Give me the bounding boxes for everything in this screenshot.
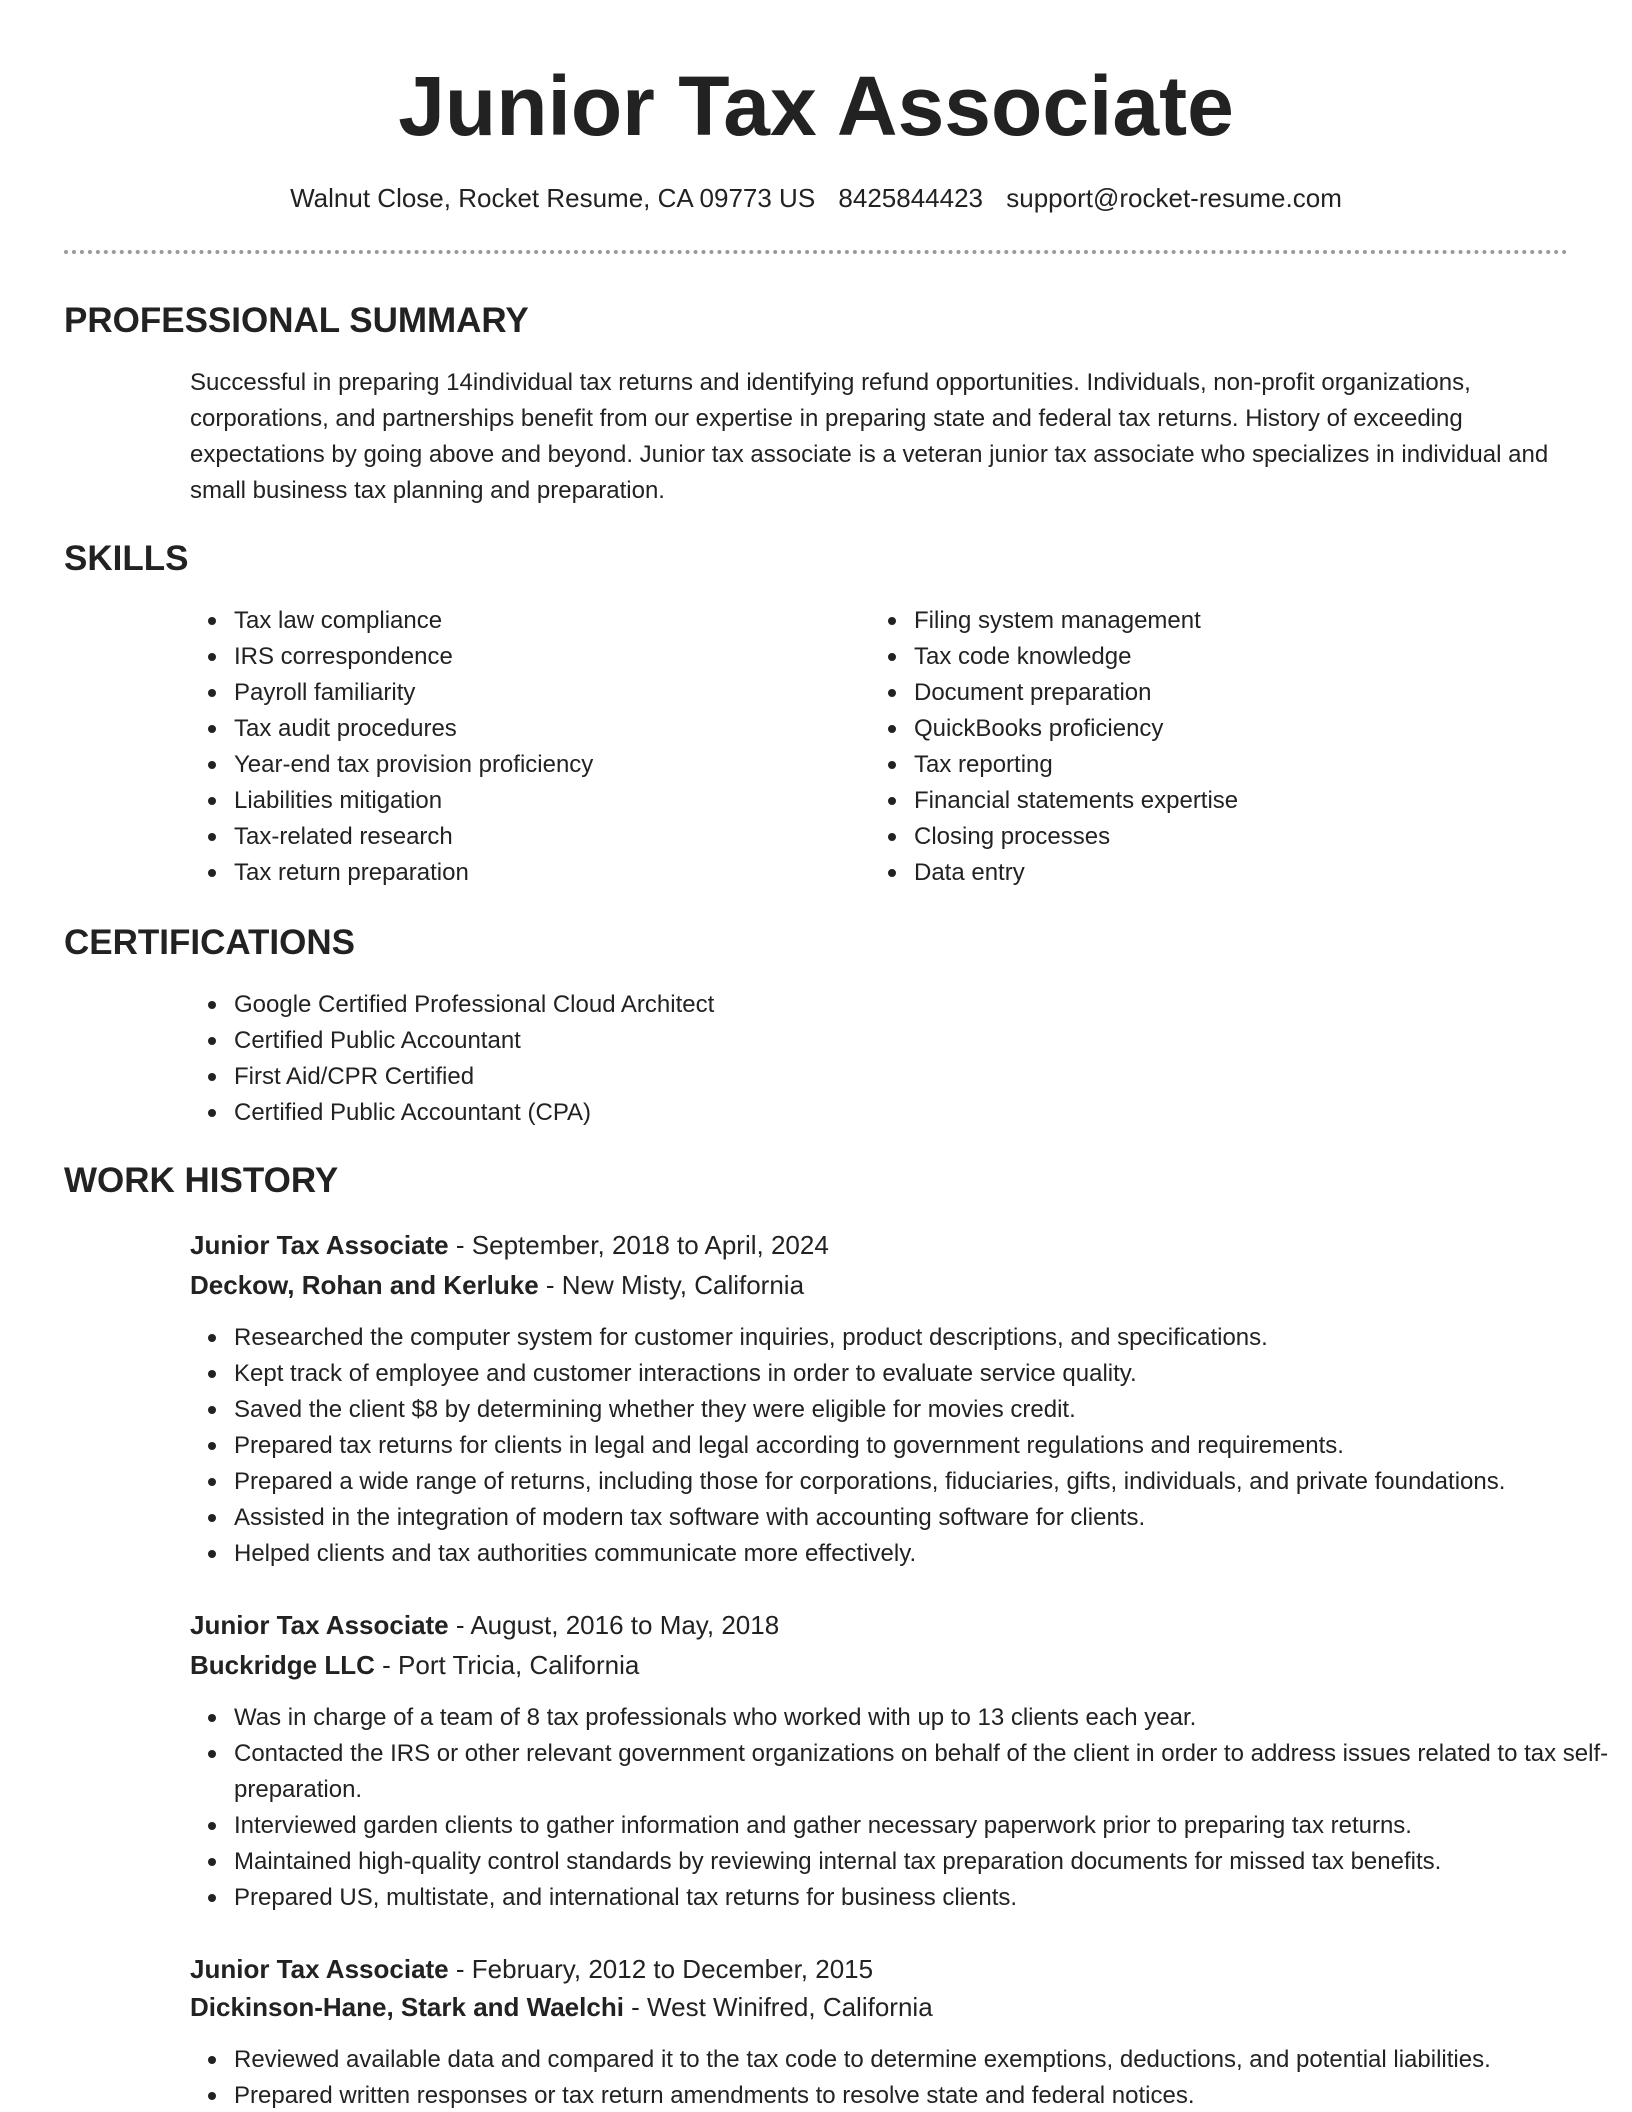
job-location: - West Winifred, California	[623, 1992, 933, 2022]
job-location: - New Misty, California	[538, 1270, 805, 1300]
skill-item: Tax-related research	[234, 819, 854, 855]
job-company: Buckridge LLC	[190, 1650, 375, 1680]
job-title-line	[190, 1606, 1570, 1644]
job-title: Junior Tax Associate	[190, 1610, 449, 1640]
job-title: Junior Tax Associate	[190, 1230, 449, 1260]
job-bullet: Helped clients and tax authorities communicate more effectively.	[234, 1536, 1624, 1572]
skills-list-left	[190, 603, 854, 891]
job-bullet: Prepared a wide range of returns, including those for corporations, fiduciaries, gifts, individuals, and private foundations.	[234, 1464, 1624, 1500]
skill-item: Tax code knowledge	[914, 639, 1574, 675]
work-history-heading: WORK HISTORY	[64, 1161, 339, 1200]
contact-line	[0, 180, 1632, 216]
skill-item: IRS correspondence	[234, 639, 854, 675]
skill-item: Tax return preparation	[234, 855, 854, 891]
skill-item: Document preparation	[914, 675, 1574, 711]
job-dates: - February, 2012 to December, 2015	[448, 1954, 874, 1984]
certification-item: Certified Public Accountant (CPA)	[234, 1095, 1574, 1131]
summary-heading: PROFESSIONAL SUMMARY	[64, 301, 529, 340]
job-bullet: Saved the client $8 by determining whether they were eligible for movies credit.	[234, 1392, 1624, 1428]
job-bullet: Researched the computer system for customer inquiries, product descriptions, and specifications.	[234, 1320, 1624, 1356]
job-bullet: Maintained high-quality control standards by reviewing internal tax preparation documents for missed tax benefits.	[234, 1844, 1614, 1880]
job-title-line	[190, 1226, 1570, 1264]
contact-address: Walnut Close, Rocket Resume, CA 09773 US	[290, 183, 816, 213]
skills-heading: SKILLS	[64, 539, 189, 578]
contact-phone: 8425844423	[838, 183, 984, 213]
job-bullet: Contacted the IRS or other relevant government organizations on behalf of the client in order to address issues related to tax self-preparation.	[234, 1736, 1614, 1808]
job-dates: - August, 2016 to May, 2018	[448, 1610, 780, 1640]
skill-item: Closing processes	[914, 819, 1574, 855]
job-company: Deckow, Rohan and Kerluke	[190, 1270, 539, 1300]
job-company: Dickinson-Hane, Stark and Waelchi	[190, 1992, 624, 2022]
certification-item: Certified Public Accountant	[234, 1023, 1574, 1059]
skill-item: Payroll familiarity	[234, 675, 854, 711]
skill-item: Tax law compliance	[234, 603, 854, 639]
job-company-line	[190, 1646, 1570, 1684]
job-bullet: Kept track of employee and customer interactions in order to evaluate service quality.	[234, 1356, 1624, 1392]
skill-item: Liabilities mitigation	[234, 783, 854, 819]
job-bullets	[190, 1320, 1624, 1572]
header-divider	[64, 250, 1568, 254]
job-bullets	[190, 2042, 1624, 2112]
job-bullets	[190, 1700, 1614, 1916]
job-company-line	[190, 1988, 1570, 2026]
job-bullet: Assisted in the integration of modern tax software with accounting software for clients.	[234, 1500, 1624, 1536]
contact-email: support@rocket-resume.com	[1006, 183, 1342, 213]
skill-item: Filing system management	[914, 603, 1574, 639]
job-title-line	[190, 1950, 1570, 1988]
job-bullet: Prepared written responses or tax return amendments to resolve state and federal notices.	[234, 2078, 1624, 2112]
job-dates: - September, 2018 to April, 2024	[448, 1230, 829, 1260]
job-bullet: Prepared US, multistate, and international tax returns for business clients.	[234, 1880, 1614, 1916]
skill-item: Year-end tax provision proficiency	[234, 747, 854, 783]
summary-text: Successful in preparing 14individual tax returns and identifying refund opportunities. Individuals, non-profit organizations, corporations, and partnerships benefit from our expertise in preparing state and federal tax returns. History of exceeding expectations by going above and beyond. Junior tax associate is a veteran junior tax associate who specializes in individual and small business tax planning and preparation.	[190, 369, 1549, 504]
skill-item: Data entry	[914, 855, 1574, 891]
job-bullet: Was in charge of a team of 8 tax professionals who worked with up to 13 clients each year.	[234, 1700, 1614, 1736]
job-bullet: Prepared tax returns for clients in legal and legal according to government regulations and requirements.	[234, 1428, 1624, 1464]
job-bullet: Interviewed garden clients to gather information and gather necessary paperwork prior to preparing tax returns.	[234, 1808, 1614, 1844]
skill-item: Tax audit procedures	[234, 711, 854, 747]
skill-item: Tax reporting	[914, 747, 1574, 783]
certification-item: Google Certified Professional Cloud Architect	[234, 987, 1574, 1023]
job-title: Junior Tax Associate	[190, 1954, 449, 1984]
job-bullet: Reviewed available data and compared it to the tax code to determine exemptions, deductions, and potential liabilities.	[234, 2042, 1624, 2078]
skill-item: Financial statements expertise	[914, 783, 1574, 819]
job-location: - Port Tricia, California	[374, 1650, 640, 1680]
certifications-heading: CERTIFICATIONS	[64, 923, 356, 962]
skills-list-right	[870, 603, 1574, 891]
certifications-list	[190, 987, 1574, 1131]
skill-item: QuickBooks proficiency	[914, 711, 1574, 747]
resume-name: Junior Tax Associate	[398, 59, 1234, 153]
certification-item: First Aid/CPR Certified	[234, 1059, 1574, 1095]
job-company-line	[190, 1266, 1570, 1304]
